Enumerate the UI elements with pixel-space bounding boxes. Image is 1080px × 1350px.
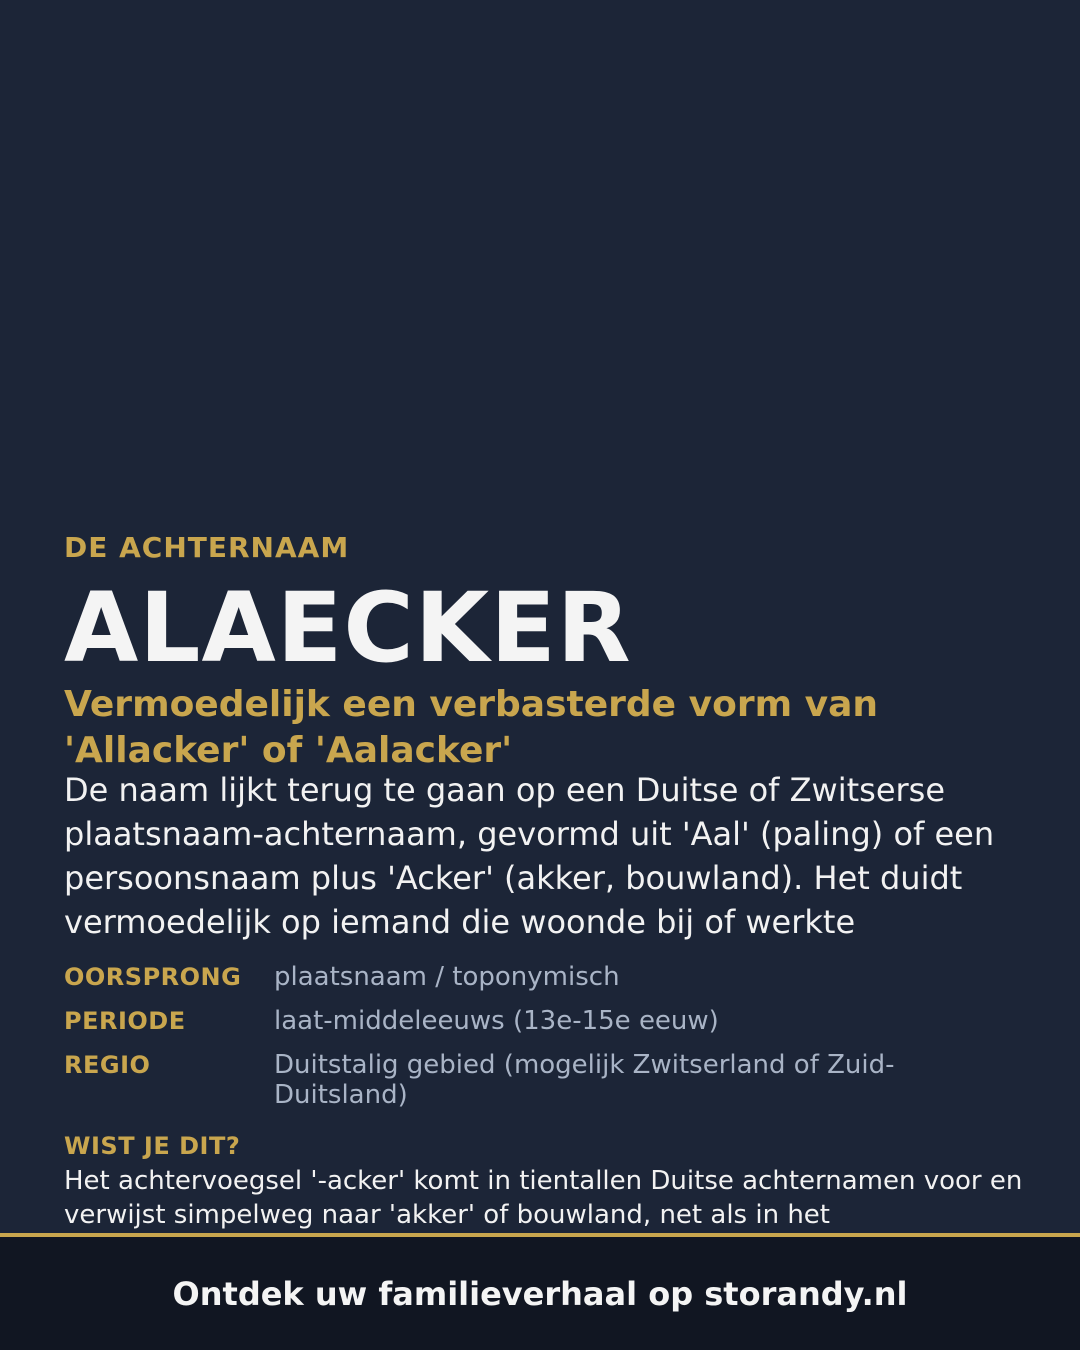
footer-banner xyxy=(0,1233,1080,1350)
card-content xyxy=(64,0,1024,1233)
facts-list xyxy=(64,962,1024,1124)
fact-value: laat-middeleeuws (13e-15e eeuw) xyxy=(274,1006,719,1036)
did-you-know-text: Het achtervoegsel '-acker' komt in tientallen Duitse achternamen voor en verwijst simpelweg naar 'akker' of bouwland, net als in het xyxy=(64,1166,1023,1230)
fact-row-region xyxy=(64,1050,1024,1110)
eyebrow-label: DE ACHTERNAAM xyxy=(64,531,350,564)
fact-label: OORSPRONG xyxy=(64,963,242,991)
fact-value: plaatsnaam / toponymisch xyxy=(274,962,620,992)
fact-row-period xyxy=(64,1006,1024,1036)
fact-label: REGIO xyxy=(64,1051,151,1079)
footer-cta-text: Ontdek uw familieverhaal op storandy.nl xyxy=(172,1274,908,1313)
did-you-know-title: WIST JE DIT? xyxy=(64,1132,241,1160)
surname-description: De naam lijkt terug te gaan op een Duitse of Zwitserse plaatsnaam-achternaam, gevormd uit 'Aal' (paling) of een persoonsnaam plus 'Acker' (akker, bouwland). Het duidt vermoedelijk op iemand die woonde bij of werkte xyxy=(64,771,995,941)
fact-value: Duitstalig gebied (mogelijk Zwitserland of Zuid-Duitsland) xyxy=(274,1050,895,1110)
fact-row-origin xyxy=(64,962,1024,992)
surname-title: ALAECKER xyxy=(64,572,632,684)
surname-subtitle: Vermoedelijk een verbasterde vorm van 'Allacker' of 'Aalacker' xyxy=(64,684,879,771)
fact-label: PERIODE xyxy=(64,1007,186,1035)
